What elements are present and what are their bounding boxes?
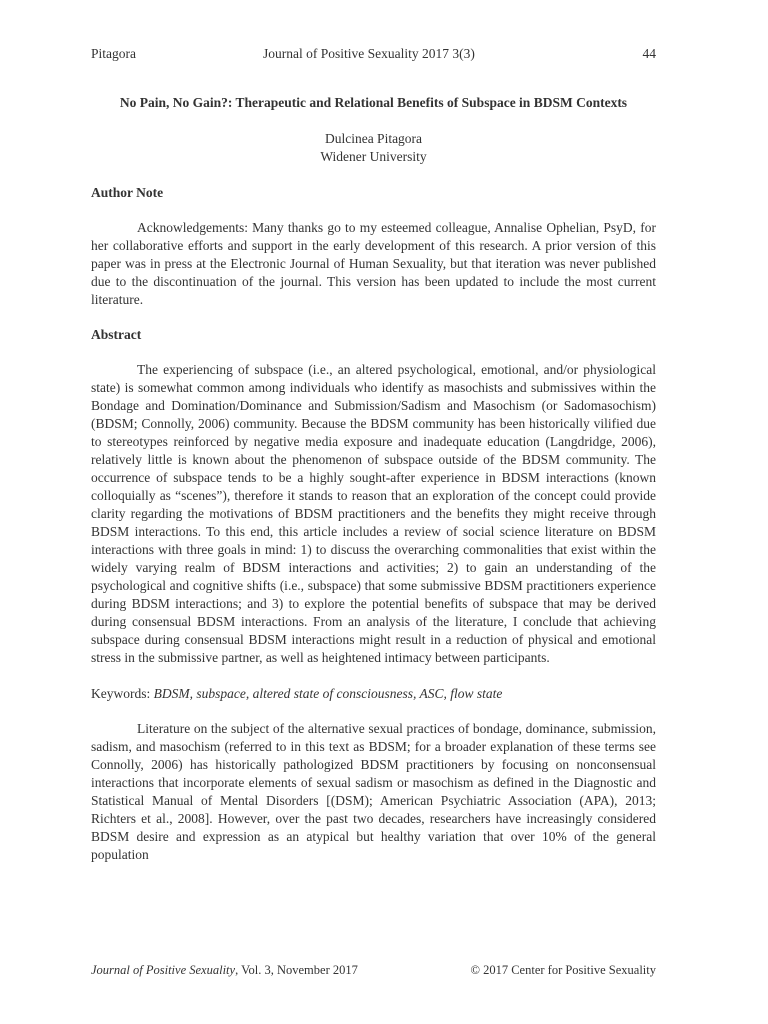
abstract-text: The experiencing of subspace (i.e., an altered psychological, emotional, and/or physiological state) is somewhat common among individuals who identify as masochists and submissives within the Bondage and Domination/Dominance and Submission/Sadism and Masochism (or Sadomasochism) (BDSM; Connolly, 2006) community. Because the BDSM community has been historically vilified due to stereotypes reinforced by negative media exposure and inadequate education (Langdridge, 2006), relatively little is known about the phenomenon of subspace outside of the BDSM community. The occurrence of subspace tends to be a highly sought-after experience in BDSM interactions (known colloquially as “scenes”), therefore it stands to reason that an exploration of the concept could provide clarity regarding the motivations of BDSM practitioners and the benefits they might receive through BDSM interactions. To this end, this article includes a review of social science literature on BDSM interactions with three goals in mind: 1) to discuss the overarching commonalities that exist within the widely varying realm of BDSM interactions and activities; 2) to gain an understanding of the psychological and cognitive shifts (i.e., subspace) that some submissive BDSM practitioners experience during BDSM interactions; and 3) to explore the potential benefits of subspace that may be derived during consensual BDSM interactions. From an analysis of the literature, I conclude that achieving subspace during consensual BDSM interactions might result in a reduction of physical and emotional stress in the submissive partner, as well as heightened intimacy between participants. bbox=[91, 362, 656, 665]
footer-issue: , Vol. 3, November 2017 bbox=[235, 963, 358, 977]
body-paragraph: Literature on the subject of the alternative sexual practices of bondage, dominance, submission, sadism, and masochism (referred to in this text as BDSM; for a broader explanation of these terms see Connolly, 2006) has historically pathologized BDSM practitioners by focusing on nonconsensual interactions that incorporate elements of sexual sadism or masochism as defined in the Diagnostic and Statistical Manual of Mental Disorders [(DSM); American Psychiatric Association (APA), 2013; Richters et al., 2008]. However, over the past two decades, researchers have increasingly considered BDSM desire and expression as an atypical but healthy variation that over 10% of the general population bbox=[91, 721, 656, 862]
footer-copyright: © 2017 Center for Positive Sexuality bbox=[470, 963, 656, 977]
footer-citation bbox=[91, 963, 358, 978]
article-title: No Pain, No Gain?: Therapeutic and Relational Benefits of Subspace in BDSM Contexts bbox=[119, 95, 628, 110]
keywords-line bbox=[91, 685, 656, 703]
author-note-text: Acknowledgements: Many thanks go to my esteemed colleague, Annalise Ophelian, PsyD, for her collaborative efforts and support in the early development of this research. A prior version of this paper was in press at the Electronic Journal of Human Sexuality, but that iteration was never published due to the discontinuation of the journal. This version has been updated to include the most current literature. bbox=[91, 220, 656, 307]
running-head bbox=[91, 46, 656, 64]
keywords-label: Keywords: bbox=[91, 686, 154, 701]
footer-journal-name: Journal of Positive Sexuality bbox=[91, 963, 236, 977]
running-head-journal: Journal of Positive Sexuality 2017 3(3) bbox=[263, 46, 475, 61]
keywords-list: BDSM, subspace, altered state of consciousness, ASC, flow state bbox=[153, 686, 503, 701]
page-footer bbox=[91, 963, 656, 981]
page-number: 44 bbox=[642, 46, 656, 61]
abstract-heading: Abstract bbox=[91, 327, 142, 342]
author-note-heading: Author Note bbox=[91, 185, 164, 200]
author-affiliation: Widener University bbox=[320, 149, 427, 164]
author-name: Dulcinea Pitagora bbox=[324, 131, 423, 146]
article-body bbox=[91, 94, 656, 864]
running-head-author: Pitagora bbox=[91, 46, 136, 61]
author-block bbox=[91, 130, 656, 166]
